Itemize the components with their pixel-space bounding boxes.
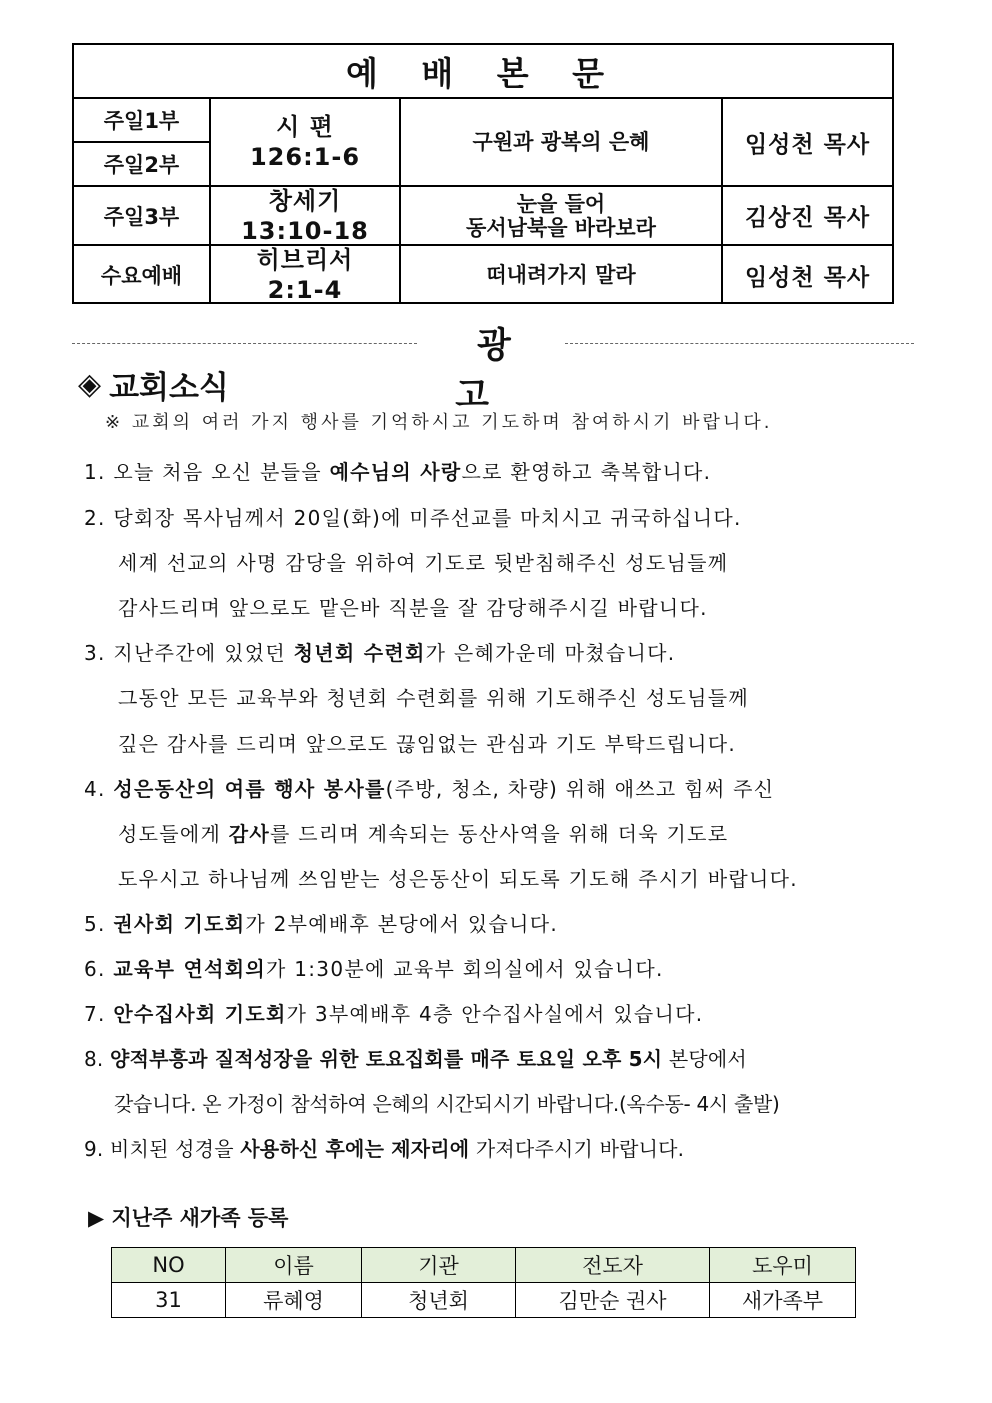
announcement-line: 깊은 감사를 드리며 앞으로도 끊임없는 관심과 기도 부탁드립니다. <box>118 732 736 756</box>
preacher-sun12: 임성천 목사 <box>723 99 892 187</box>
sermon-sun12: 구원과 광복의 은혜 <box>401 99 723 187</box>
announcement-line: 그동안 모든 교육부와 청년회 수련회를 위해 기도해주신 성도님들께 <box>118 686 749 710</box>
announcement-line: 1. 오늘 처음 오신 분들을 예수님의 사랑으로 환영하고 축복합니다. <box>84 460 712 484</box>
passage-ref: 2:1-4 <box>267 276 343 304</box>
table-header-row <box>112 1248 856 1283</box>
passage-book: 창세기 <box>268 186 342 215</box>
sermon-wed: 떠내려가지 말라 <box>401 246 723 304</box>
table-cell: 류혜영 <box>226 1283 362 1318</box>
service-sun3: 주일3부 <box>74 187 211 246</box>
announcement-line: 9. 비치된 성경을 사용하신 후에는 제자리에 가져다주시기 바랍니다. <box>84 1137 685 1161</box>
announcement-line: 갖습니다. 온 가정이 참석하여 은혜의 시간되시기 바랍니다.(옥수동- 4시 출발) <box>114 1092 780 1116</box>
worship-table <box>72 43 894 304</box>
announcement-line: 8. 양적부흥과 질적성장을 위한 토요집회를 매주 토요일 오후 5시 본당에서 <box>84 1047 747 1071</box>
preacher-wed: 임성천 목사 <box>744 264 871 291</box>
announcement-line: 6. 교육부 연석회의가 1:30분에 교육부 회의실에서 있습니다. <box>84 957 664 981</box>
passage-book: 시 편 <box>276 113 334 141</box>
sermon-sun3 <box>401 187 723 246</box>
passage-sun12 <box>211 99 401 187</box>
announcement-line: 5. 권사회 기도회가 2부예배후 본당에서 있습니다. <box>84 912 559 936</box>
announcement-line: 7. 안수집사회 기도회가 3부예배후 4층 안수집사실에서 있습니다. <box>84 1002 704 1026</box>
announcement-line: 2. 당회장 목사님께서 20일(화)에 미주선교를 마치시고 귀국하십니다. <box>84 506 742 530</box>
service-sun2: 주일2부 <box>74 143 211 187</box>
announcement-line: 도우시고 하나님께 쓰임받는 성은동산이 되도록 기도해 주시기 바랍니다. <box>118 867 798 891</box>
announcement-line: 성도들에게 감사를 드리며 계속되는 동산사역을 위해 더욱 기도로 <box>118 822 729 846</box>
header-cell: 이름 <box>226 1248 362 1283</box>
passage-sun3 <box>211 187 401 246</box>
announcements-title: 광고 <box>455 326 551 416</box>
header-cell: 기관 <box>362 1248 516 1283</box>
worship-table-title: 예 배 본 문 <box>74 45 892 99</box>
header-cell: NO <box>112 1248 226 1283</box>
header-cell: 도우미 <box>710 1248 856 1283</box>
new-family-title: ▶ 지난주 새가족 등록 <box>88 1206 289 1230</box>
announcement-line: 4. 성은동산의 여름 행사 봉사를(주방, 청소, 차량) 위해 애쓰고 힘써 주신 <box>84 777 775 801</box>
passage-book: 히브리서 <box>256 246 354 274</box>
table-cell: 청년회 <box>362 1283 516 1318</box>
table-row <box>112 1283 856 1318</box>
announcement-line: 감사드리며 앞으로도 맡은바 직분을 잘 감당해주시길 바랍니다. <box>118 596 708 620</box>
table-cell: 김만순 권사 <box>516 1283 710 1318</box>
table-cell: 새가족부 <box>710 1283 856 1318</box>
notice-text: ※ 교회의 여러 가지 행사를 기억하시고 기도하며 참여하시기 바랍니다. <box>105 412 773 433</box>
header-cell: 전도자 <box>516 1248 710 1283</box>
sermon-line: 동서남북을 바라보라 <box>466 215 656 240</box>
church-news-title <box>78 362 229 407</box>
divider-left <box>72 343 417 344</box>
service-sun1: 주일1부 <box>74 99 211 143</box>
passage-wed <box>211 246 401 304</box>
divider-right <box>565 343 914 344</box>
passage-ref: 13:10-18 <box>241 216 369 245</box>
diamond-icon: ◈ <box>78 367 102 402</box>
table-cell: 31 <box>112 1283 226 1318</box>
announcement-line: 3. 지난주간에 있었던 청년회 수련회가 은혜가운데 마쳤습니다. <box>84 641 676 665</box>
service-wed: 수요예배 <box>74 246 211 304</box>
passage-ref: 126:1-6 <box>249 143 361 171</box>
announcement-line: 세계 선교의 사명 감당을 위하여 기도로 뒷받침해주신 성도님들께 <box>118 551 729 575</box>
church-news-label: 교회소식 <box>109 370 229 406</box>
sermon-line: 눈을 들어 <box>516 191 606 216</box>
preacher-sun3: 김상진 목사 <box>723 187 892 246</box>
new-family-table <box>111 1247 856 1318</box>
